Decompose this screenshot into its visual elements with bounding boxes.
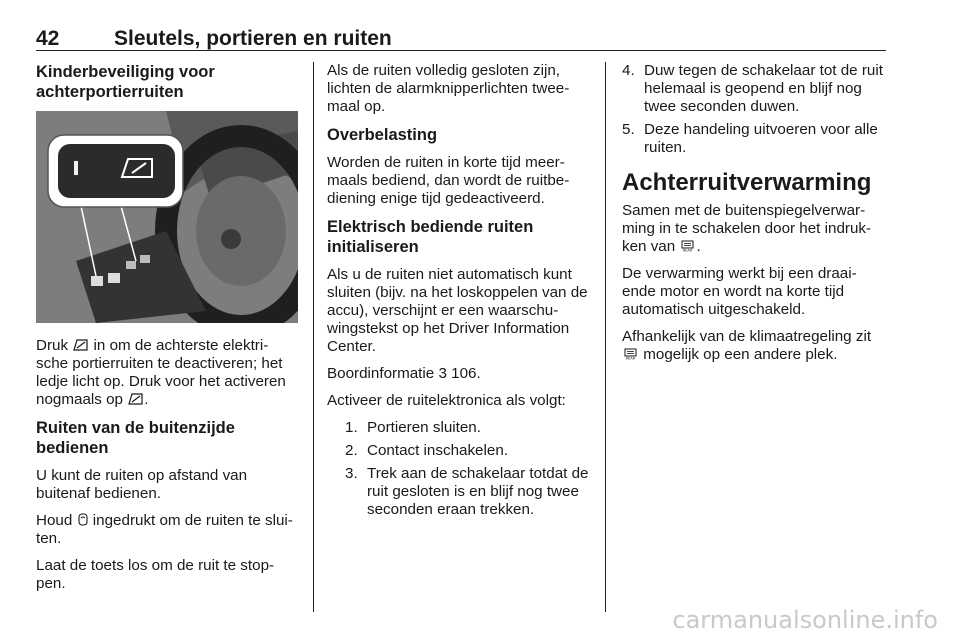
paragraph-engine-running: De verwarming werkt bij een draai-ende motor en wordt na korte tijd automatisch uitgeschakeld. [622,265,857,318]
paragraph-rear-defrost: Samen met de buitenspiegelverwar-ming in te schakelen door het indruk-ken van REAR . [622,202,872,255]
list-item: 5. Deze handeling uitvoeren voor alle ruiten. [622,121,878,156]
watermark: carmanualsonline.info [672,606,938,634]
column-divider-2 [605,62,606,612]
paragraph-activate: Activeer de ruitelektronica als volgt: [327,392,566,409]
header-rule [36,50,886,51]
heading-overload: Overbelasting [327,126,438,144]
page-number: 42 [36,27,60,50]
running-title: Sleutels, portieren en ruiten [114,27,392,50]
paragraph-hazard-flash: Als de ruiten volledig gesloten zijn, lichten de alarmknipperlichten twee-maal op. [327,62,570,115]
heading-child-lock: Kinderbeveiliging voor achterportierruiten [36,63,215,101]
list-item: 2. Contact inschakelen. [345,442,508,459]
rear-defrost-icon [680,240,695,252]
rear-defrost-icon [623,348,638,360]
steps-list-1 [327,419,590,519]
svg-text:REAR: REAR [683,248,693,252]
paragraph-hold-key: Houd ingedrukt om de ruiten te slui-ten. [36,512,293,547]
paragraph-child-lock: Druk in om de achterste elektri-sche portierruiten te deactiveren; het ledje licht op. Druk voor het activeren nogmaals op . [36,337,286,408]
heading-rear-defrost: Achterruitverwarming [622,169,872,196]
door-switch-photo [36,111,298,323]
column-1 [36,62,298,602]
list-item: 1. Portieren sluiten. [345,419,481,436]
heading-initialise: Elektrisch bediende ruiten initialiseren [327,218,534,256]
column-3 [622,62,886,373]
paragraph-climate-control: Afhankelijk van de klimaatregeling zit REAR mogelijk op een andere plek. [622,328,872,363]
lock-key-icon [78,513,88,526]
column-divider-1 [313,62,314,612]
list-item: 4. Duw tegen de schakelaar tot de ruit helemaal is geopend en blijf nog twee seconden duwen. [622,62,883,115]
paragraph-initialise: Als u de ruiten niet automatisch kunt sluiten (bijv. na het loskoppelen van de accu), verschijnt er een waarschu-wingstekst op het Driver Information Center. [327,266,588,355]
steps-list-2 [622,62,886,157]
heading-remote-windows: Ruiten van de buitenzijde bedienen [36,419,235,457]
svg-text:REAR: REAR [625,356,636,360]
page-header [36,22,886,52]
paragraph-remote-windows: U kunt de ruiten op afstand van buitenaf bedienen. [36,467,248,502]
page-reference-arrow: 3 [438,365,447,382]
column-2 [327,62,590,527]
window-lock-icon [73,339,88,351]
paragraph-overload: Worden de ruiten in korte tijd meer-maals bediend, dan wordt de ruitbe-diening enige tijd gedeactiveerd. [327,154,570,207]
window-lock-icon [128,393,143,405]
paragraph-reference: Boordinformatie 3 106. [327,365,481,382]
paragraph-release-key: Laat de toets los om de ruit te stop-pen. [36,557,275,592]
list-item: 3. Trek aan de schakelaar totdat de ruit gesloten is en blijf nog twee seconden eraan trekken. [345,465,589,518]
